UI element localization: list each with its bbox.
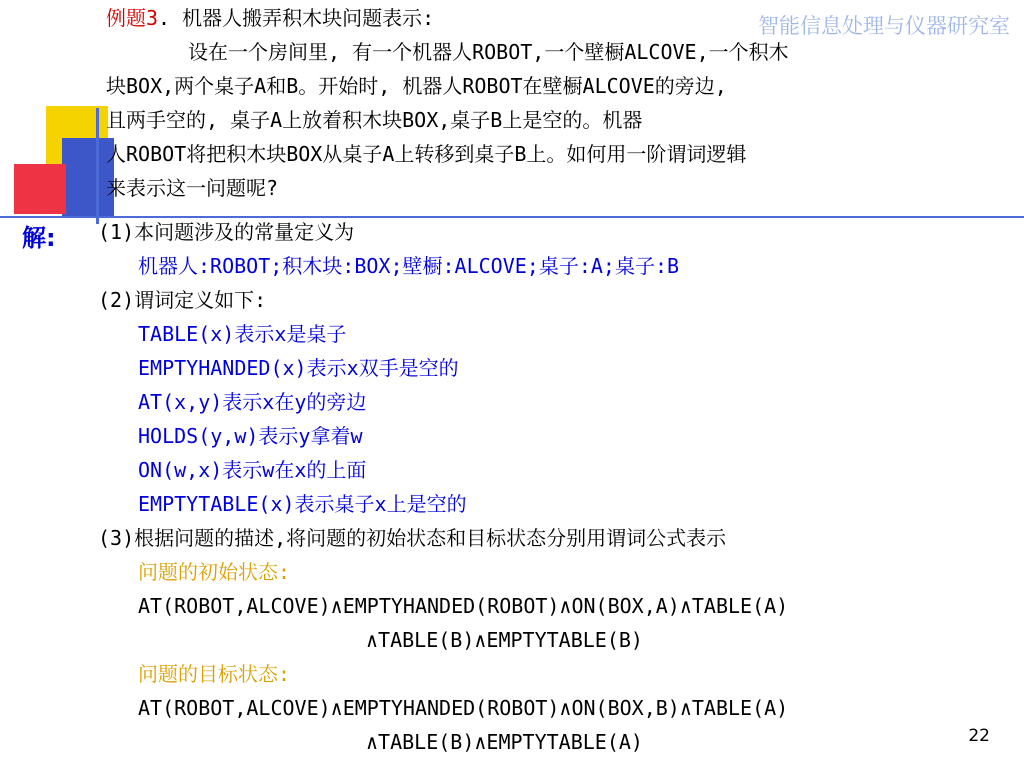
example-line-4: 人ROBOT将把积木块BOX从桌子A上转移到桌子B上。如何用一阶谓词逻辑 xyxy=(106,142,747,166)
solution-step-1: (1)本问题涉及的常量定义为 xyxy=(98,220,355,244)
decor-red-square xyxy=(14,164,66,214)
predicate-emptyhanded: EMPTYHANDED(x)表示x双手是空的 xyxy=(138,356,459,380)
goal-state-formula-2: ∧TABLE(B)∧EMPTYTABLE(A) xyxy=(366,730,643,754)
goal-state-formula-1: AT(ROBOT,ALCOVE)∧EMPTYHANDED(ROBOT)∧ON(BOX,B)∧TABLE(A) xyxy=(138,696,789,720)
predicate-holds: HOLDS(y,w)表示y拿着w xyxy=(138,424,363,448)
initial-state-formula-1: AT(ROBOT,ALCOVE)∧EMPTYHANDED(ROBOT)∧ON(BOX,A)∧TABLE(A) xyxy=(138,594,789,618)
solution-step-2: (2)谓词定义如下: xyxy=(98,288,267,312)
example-title-line xyxy=(106,4,434,32)
decor-vertical-line xyxy=(96,108,99,224)
example-title: . 机器人搬弄积木块问题表示: xyxy=(158,6,435,30)
page-number: 22 xyxy=(968,726,990,746)
predicate-table: TABLE(x)表示x是桌子 xyxy=(138,322,347,346)
example-line-2: 块BOX,两个桌子A和B。开始时, 机器人ROBOT在壁橱ALCOVE的旁边, xyxy=(106,74,727,98)
initial-state-formula-2: ∧TABLE(B)∧EMPTYTABLE(B) xyxy=(366,628,643,652)
constants-definition: 机器人:ROBOT;积木块:BOX;壁橱:ALCOVE;桌子:A;桌子:B xyxy=(138,254,680,278)
example-line-5: 来表示这一问题呢? xyxy=(106,176,279,200)
example-label: 例题3 xyxy=(106,6,159,30)
solution-label: 解: xyxy=(22,224,56,252)
predicate-at: AT(x,y)表示x在y的旁边 xyxy=(138,390,367,414)
solution-step-3: (3)根据问题的描述,将问题的初始状态和目标状态分别用谓词公式表示 xyxy=(98,526,727,550)
example-line-1: 设在一个房间里, 有一个机器人ROBOT,一个壁橱ALCOVE,一个积木 xyxy=(188,40,789,64)
example-line-3: 且两手空的, 桌子A上放着积木块BOX,桌子B上是空的。机器 xyxy=(106,108,643,132)
predicate-emptytable: EMPTYTABLE(x)表示桌子x上是空的 xyxy=(138,492,467,516)
goal-state-label: 问题的目标状态: xyxy=(138,662,291,686)
predicate-on: ON(w,x)表示w在x的上面 xyxy=(138,458,367,482)
initial-state-label: 问题的初始状态: xyxy=(138,560,291,584)
watermark-lab-name: 智能信息处理与仪器研究室 xyxy=(758,14,1010,38)
